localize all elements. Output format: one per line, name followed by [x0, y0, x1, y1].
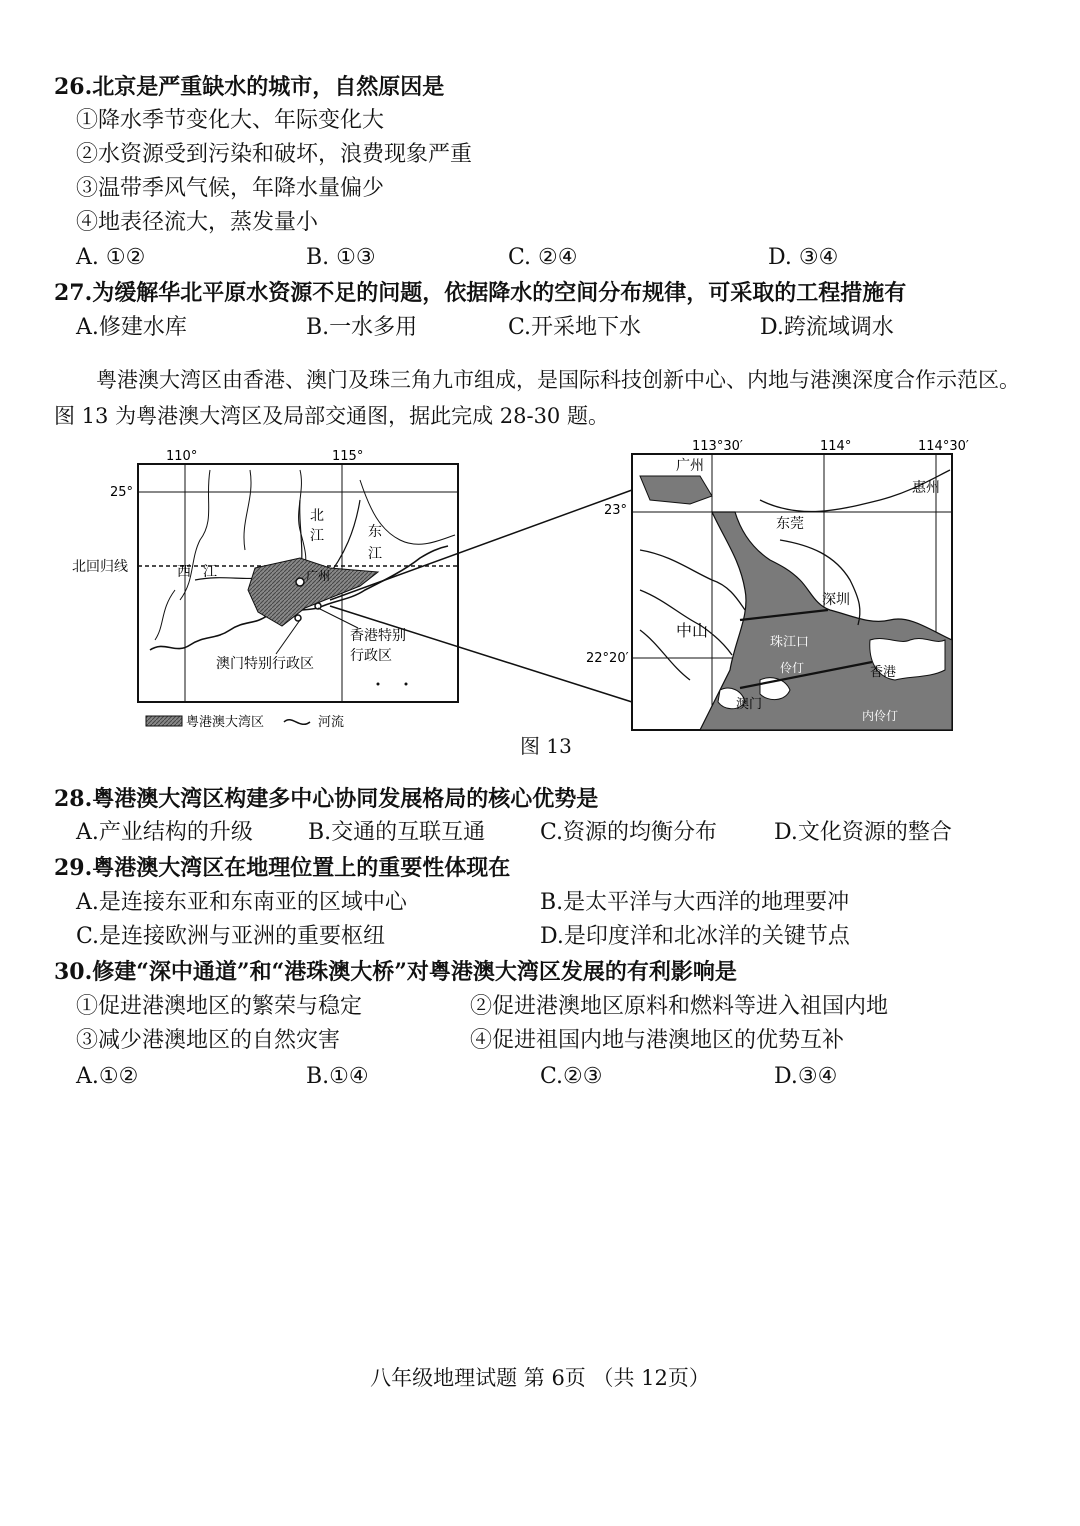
question-29-option-c: C.是连接欧洲与亚洲的重要枢纽: [76, 924, 386, 949]
svg-text:香港: 香港: [870, 665, 897, 680]
question-27-stem: 27.为缓解华北平原水资源不足的问题，依据降水的空间分布规律，可采取的工程措施有: [54, 280, 907, 306]
hk-label-line1: 香港特别: [350, 628, 406, 644]
question-26-option-a: A. ①②: [76, 245, 146, 270]
svg-text:粤港澳大湾区: 粤港澳大湾区: [186, 715, 265, 730]
hk-label-line2: 行政区: [350, 648, 392, 664]
guangzhou-area: [640, 476, 712, 504]
question-28-option-c: C.资源的均衡分布: [540, 820, 718, 845]
question-27-option-d: D.跨流域调水: [760, 315, 894, 340]
svg-text:江: 江: [368, 546, 382, 562]
legend-bay-swatch: [146, 716, 182, 726]
svg-text:惠州: 惠州: [912, 480, 940, 496]
question-26-item-4: ④地表径流大，蒸发量小: [76, 210, 319, 235]
svg-text:深圳: 深圳: [822, 592, 850, 608]
question-29-option-a: A.是连接东亚和东南亚的区域中心: [76, 890, 407, 915]
right-map: [586, 440, 969, 730]
svg-text:广州: 广州: [676, 458, 704, 474]
question-30-option-b: B.①④: [306, 1064, 369, 1089]
page-footer: 八年级地理试题 第 6页 （共 12页）: [370, 1366, 710, 1390]
question-26-option-b: B. ①③: [306, 245, 376, 270]
tropic-label: 北回归线: [72, 559, 128, 575]
svg-text:东莞: 东莞: [776, 516, 804, 532]
svg-text:广州: 广州: [306, 569, 331, 583]
svg-text:114°30′: 114°30′: [918, 440, 969, 454]
svg-text:江: 江: [310, 528, 324, 544]
svg-text:中山: 中山: [676, 621, 709, 640]
question-28-option-d: D.文化资源的整合: [774, 820, 952, 845]
question-26-item-1: ①降水季节变化大、年际变化大: [76, 108, 385, 133]
question-29-option-d: D.是印度洋和北冰洋的关键节点: [540, 924, 850, 949]
svg-text:114°: 114°: [820, 440, 852, 454]
svg-text:西: 西: [177, 564, 191, 580]
question-28-option-b: B.交通的互联互通: [308, 820, 486, 845]
question-26-item-2: ②水资源受到污染和破坏，浪费现象严重: [76, 142, 473, 167]
intro-paragraph: 粤港澳大湾区由香港、澳门及珠三角九市组成，是国际科技创新中心、内地与港澳深度合作示范区。图 13 为粤港澳大湾区及局部交通图，据此完成 28-30 题。: [54, 368, 1020, 428]
question-26-stem: 26.北京是严重缺水的城市，自然原因是: [54, 74, 445, 100]
svg-text:伶仃: 伶仃: [780, 661, 805, 675]
left-map: [72, 449, 458, 730]
question-26-option-c: C. ②④: [508, 245, 578, 270]
svg-text:113°30′: 113°30′: [692, 440, 743, 454]
svg-text:北: 北: [310, 508, 324, 524]
question-30-item-4: ④促进祖国内地与港澳地区的优势互补: [470, 1028, 845, 1053]
question-30-stem: 30.修建“深中通道”和“港珠澳大桥”对粤港澳大湾区发展的有利影响是: [54, 959, 737, 985]
svg-text:23°: 23°: [604, 503, 628, 518]
question-27-option-b: B.一水多用: [306, 315, 418, 340]
svg-text:澳门: 澳门: [736, 697, 763, 712]
question-29-option-b: B.是太平洋与大西洋的地理要冲: [540, 890, 850, 915]
question-26-item-3: ③温带季风气候，年降水量偏少: [76, 176, 385, 201]
left-lon-115: 115°: [332, 449, 364, 464]
figure-caption: 图 13: [520, 734, 572, 758]
question-30-item-3: ③减少港澳地区的自然灾害: [76, 1028, 341, 1053]
macau-label: 澳门特别行政区: [216, 656, 314, 672]
question-29-stem: 29.粤港澳大湾区在地理位置上的重要性体现在: [54, 855, 511, 881]
question-27-option-c: C.开采地下水: [508, 315, 642, 340]
question-28-option-a: A.产业结构的升级: [76, 820, 253, 845]
question-30-option-d: D.③④: [774, 1064, 838, 1089]
svg-text:东: 东: [368, 524, 382, 540]
left-lon-110: 110°: [166, 449, 198, 464]
figure-13-maps: [0, 440, 1080, 740]
question-27-option-a: A.修建水库: [76, 315, 187, 340]
legend-river-swatch: [284, 720, 310, 725]
svg-text:珠江口: 珠江口: [770, 635, 810, 650]
left-lat-25: 25°: [110, 485, 134, 500]
question-28-stem: 28.粤港澳大湾区构建多中心协同发展格局的核心优势是: [54, 786, 599, 812]
question-30-item-2: ②促进港澳地区原料和燃料等进入祖国内地: [470, 994, 889, 1019]
svg-text:内伶仃: 内伶仃: [862, 709, 899, 723]
question-30-option-a: A.①②: [76, 1064, 139, 1089]
svg-text:江: 江: [203, 564, 217, 580]
question-26-option-d: D. ③④: [768, 245, 839, 270]
svg-text:22°20′: 22°20′: [586, 651, 629, 666]
question-30-option-c: C.②③: [540, 1064, 603, 1089]
svg-text:河流: 河流: [318, 715, 345, 730]
question-30-item-1: ①促进港澳地区的繁荣与稳定: [76, 994, 363, 1019]
